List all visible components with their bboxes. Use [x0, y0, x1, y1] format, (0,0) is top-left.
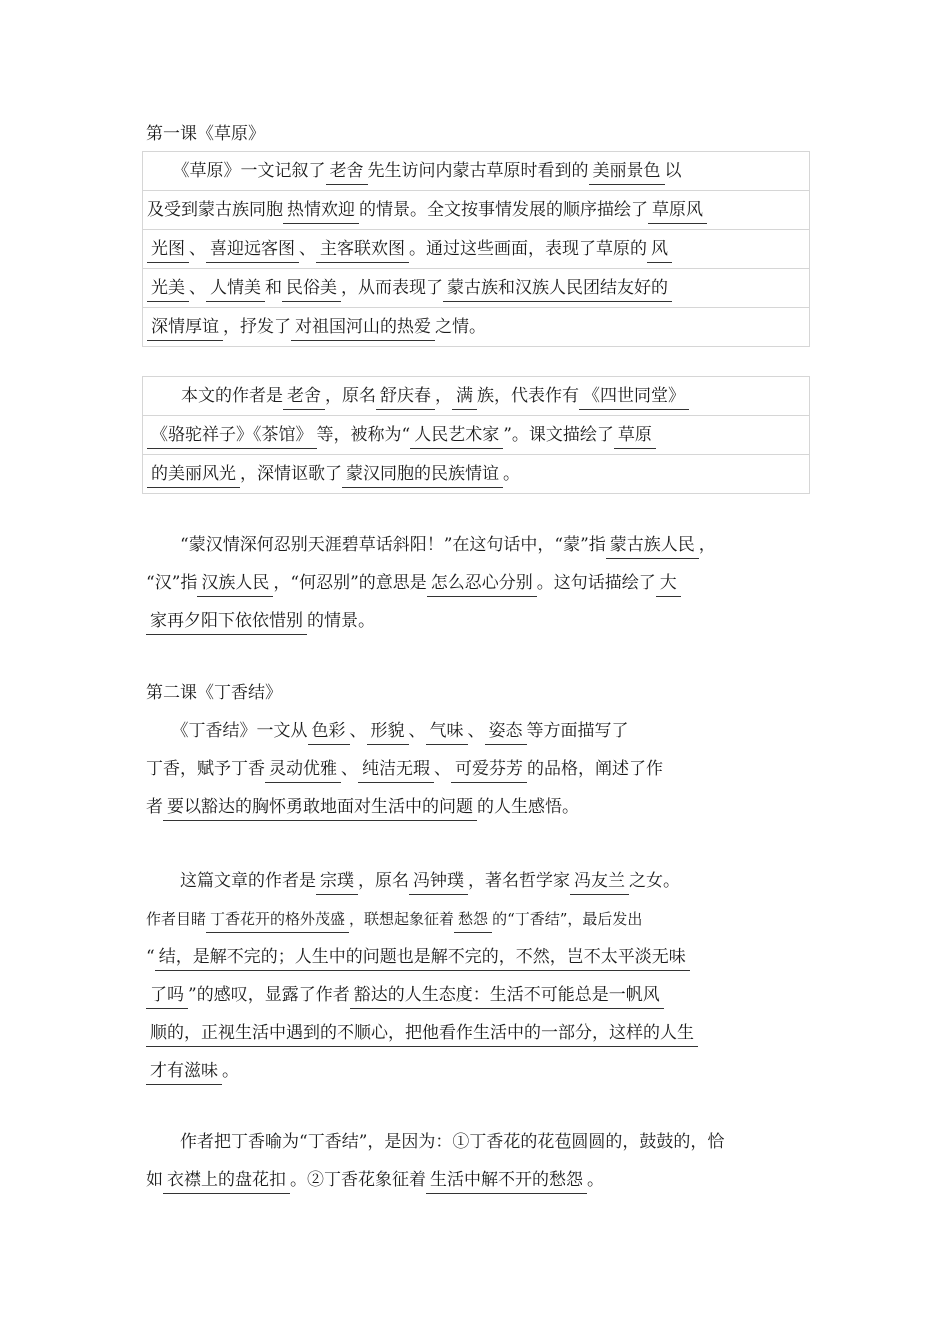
text-segment: 的品格，阐述了作	[527, 759, 663, 779]
text-segment: 之情。	[435, 317, 486, 337]
text-line	[142, 564, 808, 602]
lesson2-heading: 第二课《丁香结》	[146, 683, 282, 703]
fill-blank-answer: 《骆驼祥子》《茶馆》	[147, 422, 317, 449]
text-segment: 、	[341, 759, 358, 779]
text-segment: 等，被称为“	[316, 425, 411, 445]
text-segment: ，著名哲学家	[468, 871, 570, 891]
text-segment: 者	[146, 797, 163, 817]
fill-blank-answer: 草原风	[648, 197, 707, 224]
text-segment: 族，代表作有	[477, 386, 579, 406]
text-segment: 、	[349, 721, 367, 741]
fill-blank-answer: 家再夕阳下依依惜别	[146, 608, 307, 635]
lesson1-paragraph-3	[142, 526, 808, 640]
text-line	[142, 900, 808, 938]
text-segment: 的人生感悟。	[477, 797, 579, 817]
text-line	[143, 415, 809, 454]
text-line	[142, 602, 808, 640]
fill-blank-answer: 姿态	[485, 718, 527, 745]
text-segment: 。	[222, 1061, 239, 1081]
fill-blank-answer: 热情欢迎	[283, 197, 359, 224]
text-segment: 及受到蒙古族同胞	[147, 200, 283, 220]
text-line	[142, 526, 808, 564]
fill-blank-answer: 宗璞	[316, 868, 358, 895]
fill-blank-answer: 风	[647, 236, 672, 263]
text-line	[143, 152, 809, 190]
fill-blank-answer: 汉族人民	[197, 570, 273, 597]
text-segment: ，原名	[358, 871, 409, 891]
text-segment: 、	[434, 759, 451, 779]
fill-blank-answer: 冯钟璞	[409, 868, 468, 895]
fill-blank-answer: 大	[656, 570, 681, 597]
fill-blank-answer: 的美丽风光	[147, 461, 240, 488]
text-segment: ，抒发了	[223, 317, 291, 337]
text-segment: 的情景。	[307, 611, 375, 631]
fill-blank-answer: 豁达的人生态度：生活不可能总是一帆风	[350, 982, 664, 1009]
fill-blank-answer: 人民艺术家	[410, 422, 503, 449]
text-line	[143, 229, 809, 268]
text-segment: 。	[503, 464, 520, 484]
fill-blank-answer: 喜迎远客图	[206, 236, 299, 263]
text-line	[142, 1161, 808, 1199]
text-segment: 这篇文章的作者是	[146, 871, 316, 891]
fill-blank-answer: 舒庆春	[376, 383, 435, 410]
text-line	[142, 1123, 808, 1161]
text-line	[142, 788, 808, 826]
text-line	[143, 377, 809, 415]
fill-blank-answer: 了吗	[146, 982, 188, 1009]
text-segment: 等方面描写了	[526, 721, 629, 741]
fill-blank-answer: 《四世同堂》	[579, 383, 689, 410]
fill-blank-answer: 对祖国河山的热爱	[291, 314, 435, 341]
fill-blank-answer: 结，是解不完的；人生中的问题也是解不完的，不然，岂不太平淡无味	[155, 944, 690, 971]
fill-blank-answer: 老舍	[326, 158, 368, 185]
text-segment: 以	[664, 161, 682, 181]
text-segment: ，“何忍别”的意思是	[273, 573, 427, 593]
fill-blank-answer: 民俗美	[282, 275, 341, 302]
text-segment: 、	[189, 239, 206, 259]
text-segment: 。通过这些画面，表现了草原的	[409, 239, 647, 259]
text-segment: 作者目睹	[146, 910, 207, 928]
fill-blank-answer: 美丽景色	[589, 158, 665, 185]
text-segment: 本文的作者是	[147, 386, 283, 406]
fill-blank-answer: 老舍	[283, 383, 325, 410]
text-line	[142, 1014, 808, 1052]
text-segment: 和	[265, 278, 282, 298]
text-line	[142, 862, 808, 900]
fill-blank-answer: 丁香花开的格外茂盛	[206, 906, 349, 933]
text-line	[143, 268, 809, 307]
text-segment: 、	[189, 278, 206, 298]
text-line	[143, 454, 809, 493]
fill-blank-answer: 满	[452, 383, 477, 410]
fill-blank-answer: 蒙古族人民	[606, 532, 699, 559]
lesson1-paragraph-1	[142, 151, 810, 347]
text-segment: ”。课文描绘了	[503, 425, 614, 445]
text-line	[143, 307, 809, 346]
text-line	[142, 938, 808, 976]
fill-blank-answer: 纯洁无瑕	[358, 756, 434, 783]
fill-blank-answer: 灵动优雅	[265, 756, 341, 783]
text-segment: 先生访问内蒙古草原时看到的	[367, 161, 589, 181]
fill-blank-answer: 生活中解不开的愁怨	[426, 1167, 587, 1194]
fill-blank-answer: 蒙汉同胞的民族情谊	[342, 461, 503, 488]
fill-blank-answer: 冯友兰	[570, 868, 629, 895]
text-line	[142, 976, 808, 1014]
text-segment: ，联想起象征着	[349, 910, 455, 928]
text-segment: ”的感叹，显露了作者	[188, 985, 350, 1005]
fill-blank-answer: 色彩	[308, 718, 350, 745]
fill-blank-answer: 怎么忍心分别	[427, 570, 537, 597]
fill-blank-answer: 深情厚谊	[147, 314, 223, 341]
text-segment: 。②丁香花象征着	[290, 1170, 426, 1190]
lesson1-heading: 第一课《草原》	[146, 124, 265, 144]
text-segment: 之女。	[629, 871, 680, 891]
fill-blank-answer: 气味	[426, 718, 468, 745]
lesson1-paragraph-2	[142, 376, 810, 494]
fill-blank-answer: 形貌	[367, 718, 409, 745]
text-segment: 。这句话描绘了	[536, 573, 656, 593]
fill-blank-answer: 光美	[147, 275, 189, 302]
text-segment: 的情景。全文按事情发展的顺序描绘了	[359, 200, 648, 220]
text-segment: 、	[467, 721, 485, 741]
text-segment: ，从而表现了	[341, 278, 443, 298]
text-segment: 、	[408, 721, 426, 741]
fill-blank-answer: 蒙古族和汉族人民团结友好的	[443, 275, 672, 302]
fill-blank-answer: 愁怨	[454, 906, 492, 933]
text-segment: ，原名	[325, 386, 376, 406]
fill-blank-answer: 人情美	[206, 275, 265, 302]
text-segment: 如	[146, 1170, 163, 1190]
text-segment: 、	[299, 239, 316, 259]
text-line	[142, 712, 808, 750]
fill-blank-answer: 草原	[614, 422, 656, 449]
fill-blank-answer: 光图	[147, 236, 189, 263]
text-line	[142, 1052, 808, 1090]
text-segment: 作者把丁香喻为“丁香结”，是因为：①丁香花的花苞圆圆的，鼓鼓的，恰	[146, 1132, 725, 1152]
fill-blank-answer: 才有滋味	[146, 1058, 222, 1085]
text-line	[143, 190, 809, 229]
fill-blank-answer: 主客联欢图	[316, 236, 409, 263]
lesson2-paragraph-3	[142, 1123, 808, 1199]
lesson2-paragraph-2	[142, 862, 808, 1090]
text-segment: 丁香，赋予丁香	[146, 759, 265, 779]
lesson2-paragraph-1	[142, 712, 808, 826]
fill-blank-answer: 可爱芬芳	[451, 756, 527, 783]
text-segment: “	[146, 947, 155, 967]
fill-blank-answer: 要以豁达的胸怀勇敢地面对生活中的问题	[163, 794, 477, 821]
text-segment: “蒙汉情深何忍别天涯碧草话斜阳！”在这句话中，“蒙”指	[146, 535, 606, 555]
text-segment: “汉”指	[146, 573, 198, 593]
text-segment: 。	[587, 1170, 604, 1190]
text-segment: 《草原》一文记叙了	[147, 161, 326, 181]
text-segment: ，	[435, 386, 452, 406]
fill-blank-answer: 衣襟上的盘花扣	[163, 1167, 290, 1194]
text-segment: ，	[698, 535, 716, 555]
fill-blank-answer: 顺的，正视生活中遇到的不顺心，把他看作生活中的一部分，这样的人生	[146, 1020, 698, 1047]
text-segment: 《丁香结》一文从	[146, 721, 308, 741]
text-line	[142, 750, 808, 788]
text-segment: ，深情讴歌了	[240, 464, 342, 484]
text-segment: 的“丁香结”，最后发出	[492, 910, 643, 928]
